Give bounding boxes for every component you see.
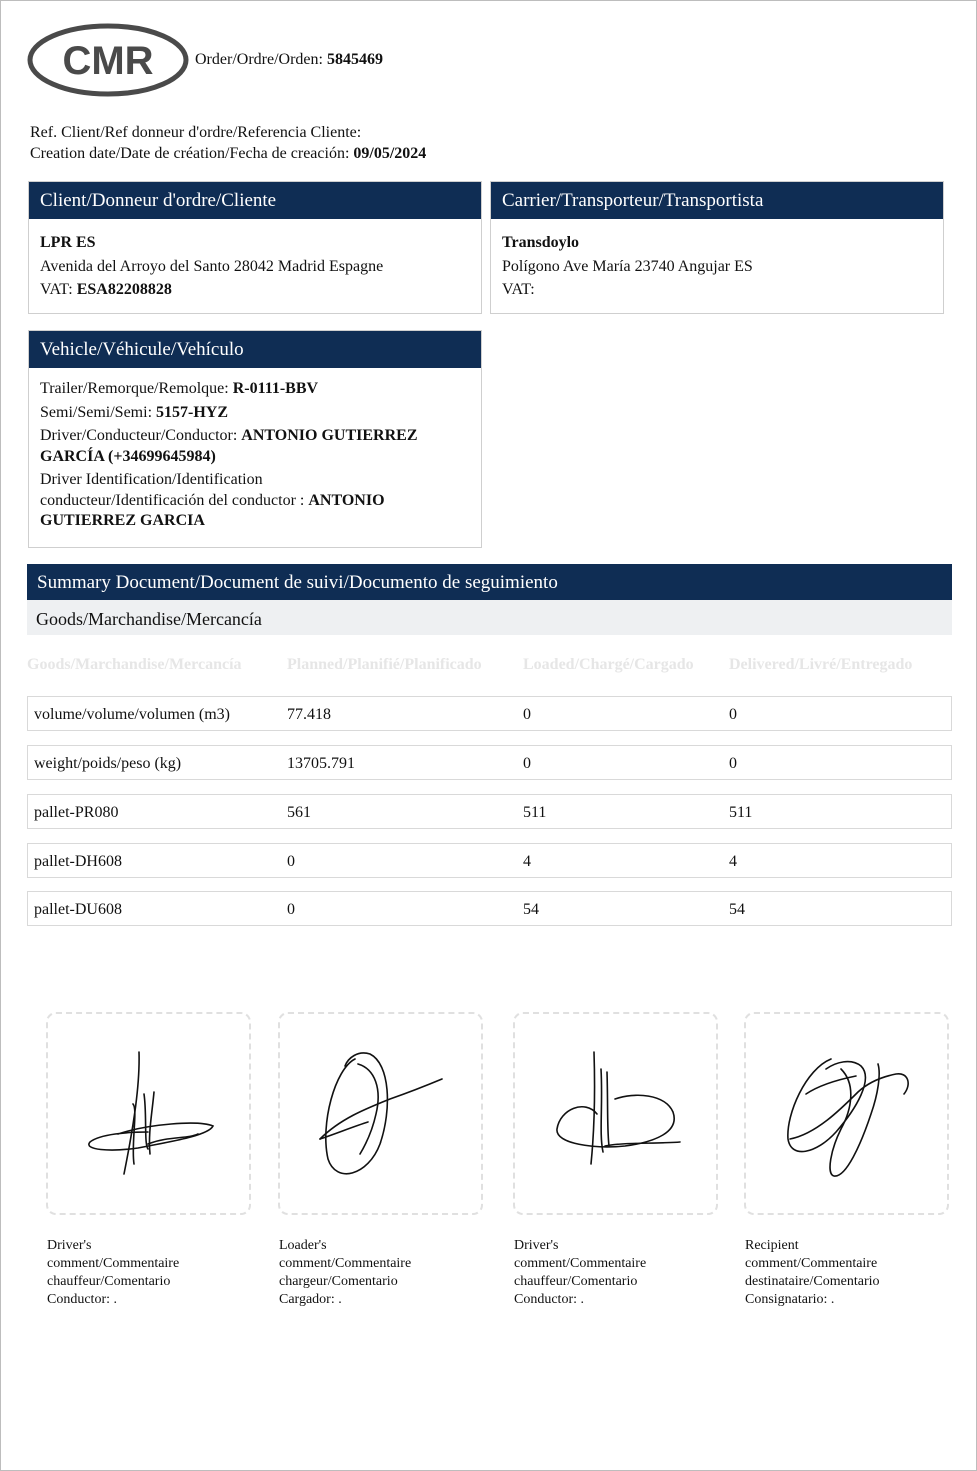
client-vat-label: VAT: xyxy=(40,281,73,298)
cell-loaded: 511 xyxy=(523,804,547,821)
caption-line: Driver's xyxy=(47,1238,92,1253)
caption-line: chauffeur/Comentario xyxy=(514,1274,638,1289)
order-label: Order/Ordre/Orden: xyxy=(195,51,323,68)
goods-subtitle: Goods/Marchandise/Mercancía xyxy=(27,600,952,635)
driver-id-line1: ANTONIO xyxy=(308,491,385,509)
semi-plate: 5157-HYZ xyxy=(156,403,229,421)
column-header-goods: Goods/Marchandise/Mercancía xyxy=(27,656,242,673)
driver-name-line2: GARCÍA (+34699645984) xyxy=(40,447,216,465)
cell-goods: weight/poids/peso (kg) xyxy=(34,755,182,772)
driver-signature-box xyxy=(46,1012,251,1215)
client-name: LPR ES xyxy=(40,234,96,251)
driver-signature xyxy=(48,1014,253,1217)
table-row xyxy=(27,696,952,731)
column-header-planned: Planned/Planifié/Planificado xyxy=(287,656,482,673)
trailer-label: Trailer/Remorque/Remolque: xyxy=(40,380,229,397)
cell-goods: pallet-DH608 xyxy=(34,853,122,870)
client-reference-line xyxy=(30,124,361,142)
semi-line xyxy=(40,403,470,424)
carrier-name: Transdoylo xyxy=(502,234,580,251)
driver-name-line1: ANTONIO GUTIERREZ xyxy=(241,427,418,444)
driver-id-label-line2: conducteur/Identificación del conductor : xyxy=(40,491,305,509)
cell-planned: 0 xyxy=(287,853,295,870)
cell-loaded: 4 xyxy=(523,853,531,870)
caption-line: destinataire/Comentario xyxy=(745,1274,880,1289)
column-header-loaded: Loaded/Chargé/Cargado xyxy=(523,656,694,673)
cell-loaded: 0 xyxy=(523,706,531,723)
table-row xyxy=(27,794,952,829)
driver-signature-box-2 xyxy=(513,1012,718,1215)
recipient-signature xyxy=(746,1014,951,1217)
cell-delivered: 0 xyxy=(729,706,737,723)
carrier-box xyxy=(490,181,944,314)
recipient-comment-caption xyxy=(745,1237,915,1309)
caption-line: Consignatario: . xyxy=(745,1292,835,1307)
cell-goods: pallet-DU608 xyxy=(34,901,122,918)
order-number: 5845469 xyxy=(326,51,383,68)
caption-line: Conductor: . xyxy=(514,1292,584,1307)
cell-goods: pallet-PR080 xyxy=(34,804,119,821)
cmr-logo xyxy=(27,23,189,97)
caption-line: Recipient xyxy=(745,1238,799,1253)
caption-line: chargeur/Comentario xyxy=(279,1274,398,1289)
cell-planned: 77.418 xyxy=(287,706,331,723)
table-row xyxy=(27,891,952,926)
trailer-plate: R-0111-BBV xyxy=(232,380,319,397)
cell-loaded: 54 xyxy=(523,901,539,918)
cell-goods: volume/volume/volumen (m3) xyxy=(34,706,230,723)
creation-date: 09/05/2024 xyxy=(353,145,427,162)
table-row xyxy=(27,745,952,780)
order-line xyxy=(195,51,383,69)
cell-delivered: 54 xyxy=(729,901,745,918)
client-box-title: Client/Donneur d'ordre/Cliente xyxy=(29,182,481,219)
caption-line: comment/Commentaire xyxy=(514,1256,647,1271)
cell-delivered: 0 xyxy=(729,755,737,772)
client-vat-line xyxy=(40,278,470,302)
cell-planned: 13705.791 xyxy=(287,755,355,772)
driver-label: Driver/Conducteur/Conductor: xyxy=(40,427,238,444)
caption-line: Conductor: . xyxy=(47,1292,117,1307)
driver-line xyxy=(40,426,470,467)
client-address: Avenida del Arroyo del Santo 28042 Madrid Espagne xyxy=(40,257,384,275)
client-reference-label: Ref. Client/Ref donneur d'ordre/Referencia Cliente: xyxy=(30,124,362,141)
column-header-delivered: Delivered/Livré/Entregado xyxy=(729,656,913,673)
driver-id-label-line1: Driver Identification/Identification xyxy=(40,471,263,488)
caption-line: Cargador: . xyxy=(279,1292,342,1307)
caption-line: comment/Commentaire xyxy=(745,1256,878,1271)
cell-delivered: 511 xyxy=(729,804,753,821)
semi-label: Semi/Semi/Semi: xyxy=(40,403,153,421)
caption-line: Driver's xyxy=(514,1238,559,1253)
caption-line: comment/Commentaire xyxy=(47,1256,180,1271)
cell-planned: 561 xyxy=(287,804,311,821)
carrier-address: Polígono Ave María 23740 Angujar ES xyxy=(502,257,753,275)
loader-comment-caption xyxy=(279,1237,449,1309)
loader-signature-box xyxy=(278,1012,483,1215)
driver-comment-caption xyxy=(47,1237,217,1309)
logo-text: CMR xyxy=(62,39,154,83)
loader-signature xyxy=(280,1014,485,1217)
carrier-vat-label: VAT: xyxy=(502,281,535,298)
creation-date-line xyxy=(30,145,426,163)
driver-id-line xyxy=(40,470,470,532)
cell-loaded: 0 xyxy=(523,755,531,772)
driver-comment-caption-2 xyxy=(514,1237,684,1309)
creation-date-label: Creation date/Date de création/Fecha de creación: xyxy=(30,145,350,162)
client-box xyxy=(28,181,482,314)
vehicle-box xyxy=(28,330,482,548)
caption-line: Loader's xyxy=(279,1238,327,1253)
table-row xyxy=(27,843,952,878)
trailer-line xyxy=(40,379,470,400)
driver-id-line2: GUTIERREZ GARCIA xyxy=(40,512,205,529)
client-vat: ESA82208828 xyxy=(76,281,172,298)
summary-title: Summary Document/Document de suivi/Documento de seguimiento xyxy=(27,564,952,600)
caption-line: comment/Commentaire xyxy=(279,1256,412,1271)
caption-line: chauffeur/Comentario xyxy=(47,1274,171,1289)
driver-signature-2 xyxy=(515,1014,720,1217)
vehicle-box-title: Vehicle/Véhicule/Vehículo xyxy=(29,331,481,368)
recipient-signature-box xyxy=(744,1012,949,1215)
cell-delivered: 4 xyxy=(729,853,737,870)
cell-planned: 0 xyxy=(287,901,295,918)
carrier-box-title: Carrier/Transporteur/Transportista xyxy=(491,182,943,219)
